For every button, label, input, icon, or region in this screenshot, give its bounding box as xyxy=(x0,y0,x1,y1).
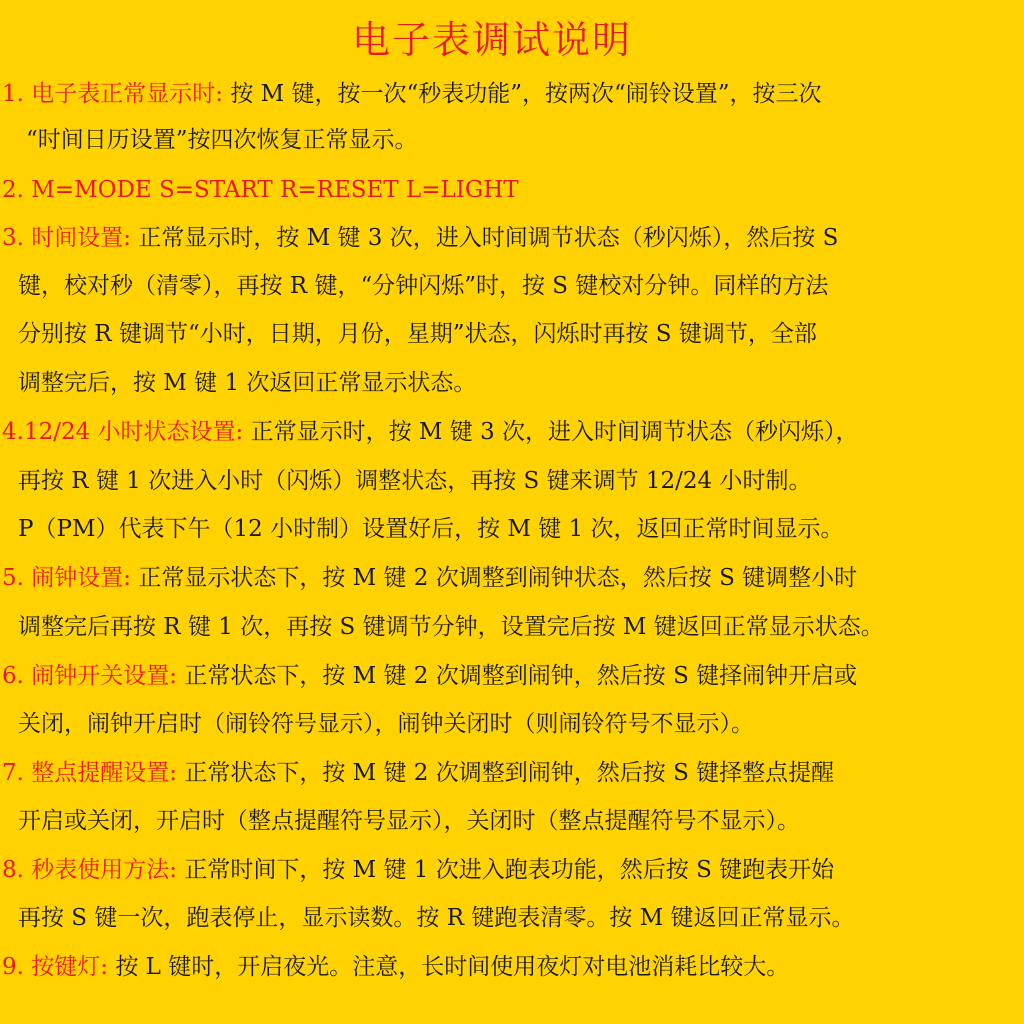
section-3-line-4: 调整完后，按 M 键 1 次返回正常显示状态。 xyxy=(18,370,477,396)
section-6-text: 正常状态下，按 M 键 2 次调整到闹钟，然后按 S 键择闹钟开启或 xyxy=(184,663,858,689)
section-1-line-1 xyxy=(2,72,822,116)
section-2-key-legend: 2. M=MODE S=START R=RESET L=LIGHT xyxy=(2,177,519,203)
section-6-line-1 xyxy=(2,654,857,698)
section-7-text: 正常状态下，按 M 键 2 次调整到闹钟，然后按 S 键择整点提醒 xyxy=(184,760,835,786)
section-3-text: 正常显示时，按 M 键 3 次，进入时间调节状态（秒闪烁），然后按 S xyxy=(138,225,839,251)
page-title: 电子表调试说明 xyxy=(351,18,632,62)
section-3-line-2: 键，校对秒（清零），再按 R 键，“分钟闪烁”时，按 S 键校对分钟。同样的方法 xyxy=(18,273,829,299)
section-5-heading: 5. 闹钟设置: xyxy=(2,565,132,591)
section-1-line-2: “时间日历设置”按四次恢复正常显示。 xyxy=(26,127,418,153)
section-9-line-1 xyxy=(2,945,789,989)
section-5-text: 正常显示状态下，按 M 键 2 次调整到闹钟状态，然后按 S 键调整小时 xyxy=(138,565,858,591)
section-3-line-3: 分别按 R 键调节“小时，日期，月份，星期”状态，闪烁时再按 S 键调节，全部 xyxy=(18,321,817,347)
section-3-heading: 3. 时间设置: xyxy=(2,225,132,251)
section-7-line-1 xyxy=(2,751,834,795)
section-8-text: 正常时间下，按 M 键 1 次进入跑表功能，然后按 S 键跑表开始 xyxy=(184,857,835,883)
section-4-line-3: P（PM）代表下午（12 小时制）设置好后，按 M 键 1 次，返回正常时间显示。 xyxy=(18,516,844,542)
section-4-text: 正常显示时，按 M 键 3 次，进入时间调节状态（秒闪烁）， xyxy=(250,419,859,445)
section-8-line-1 xyxy=(2,848,834,892)
section-3-line-1 xyxy=(2,216,838,260)
section-9-text: 按 L 键时，开启夜光。注意，长时间使用夜灯对电池消耗比较大。 xyxy=(115,954,790,980)
section-4-heading: 4.12/24 小时状态设置: xyxy=(2,419,244,445)
section-5-line-1 xyxy=(2,556,857,600)
section-4-line-2: 再按 R 键 1 次进入小时（闪烁）调整状态，再按 S 键来调节 12/24 小时制。 xyxy=(18,468,812,494)
section-4-line-1 xyxy=(2,410,859,454)
section-1-text: 按 M 键，按一次“秒表功能”，按两次“闹铃设置”，按三次 xyxy=(230,81,822,107)
section-7-line-2: 开启或关闭，开启时（整点提醒符号显示），关闭时（整点提醒符号不显示）。 xyxy=(18,808,800,834)
section-6-line-2: 关闭，闹钟开启时（闹铃符号显示），闹钟关闭时（则闹铃符号不显示）。 xyxy=(18,711,754,737)
section-6-heading: 6. 闹钟开关设置: xyxy=(2,663,178,689)
section-7-heading: 7. 整点提醒设置: xyxy=(2,760,178,786)
section-1-heading: 1. 电子表正常显示时: xyxy=(2,81,224,107)
section-9-heading: 9. 按键灯: xyxy=(2,954,109,980)
section-8-line-2: 再按 S 键一次，跑表停止，显示读数。按 R 键跑表清零。按 M 键返回正常显示。 xyxy=(18,905,855,931)
section-5-line-2: 调整完后再按 R 键 1 次，再按 S 键调节分钟，设置完后按 M 键返回正常显示状态。 xyxy=(18,614,884,640)
section-8-heading: 8. 秒表使用方法: xyxy=(2,857,178,883)
